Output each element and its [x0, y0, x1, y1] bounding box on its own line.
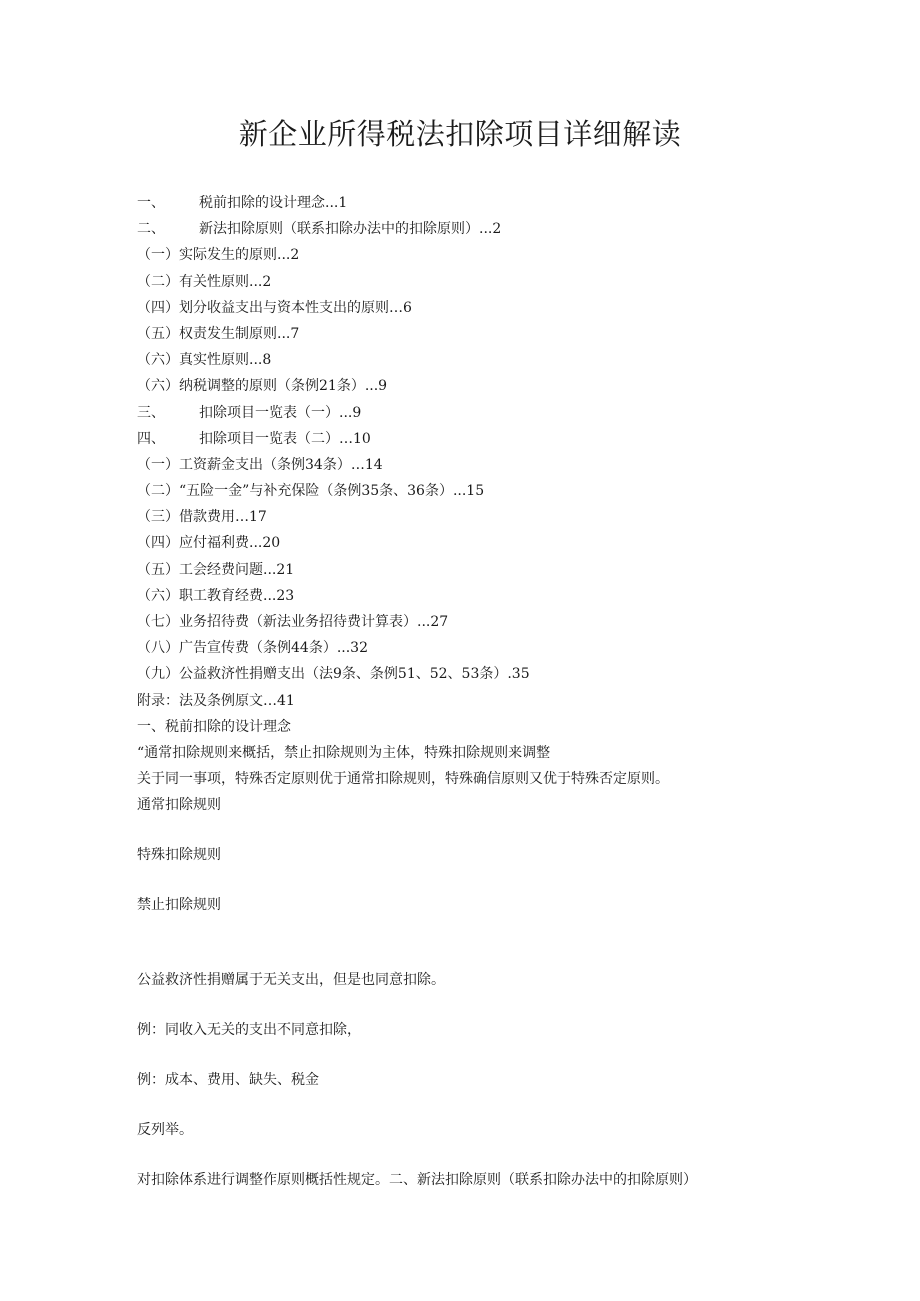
- toc-item: （六）职工教育经费...23: [137, 587, 295, 604]
- paragraph: 通常扣除规则: [137, 797, 221, 814]
- paragraph: 反列举。: [137, 1122, 193, 1139]
- toc-number: 四、: [137, 430, 165, 447]
- toc-item: （二）有关性原则...2: [137, 273, 272, 290]
- toc-item: （三）借款费用…17: [137, 509, 267, 526]
- toc-item: （六）纳税调整的原则（条例21条）...9: [137, 378, 388, 395]
- toc-item: （五）工会经费问题...21: [137, 561, 295, 578]
- toc-item: （四）应付福利费...20: [137, 535, 281, 552]
- toc-text: 税前扣除的设计理念...1: [199, 195, 348, 211]
- paragraph: 禁止扣除规则: [137, 897, 221, 914]
- toc-item: （四）划分收益支出与资本性支出的原则…6: [137, 299, 412, 316]
- toc-item: （八）广告宣传费（条例44条）...32: [137, 640, 368, 657]
- toc-item: （一）工资薪金支出（条例34条）…14: [137, 456, 383, 473]
- toc-item: （六）真实性原则...8: [137, 352, 272, 369]
- toc-item: [137, 400, 837, 426]
- paragraph: 公益救济性捐赠属于无关支出，但是也同意扣除。: [137, 972, 445, 989]
- toc-item: [137, 426, 837, 452]
- toc-text: 扣除项目一览表（二）…10: [199, 430, 371, 447]
- section-heading: 一、税前扣除的设计理念: [137, 718, 291, 735]
- toc-item: （一）实际发生的原则...2: [137, 247, 300, 264]
- toc-item: （七）业务招待费（新法业务招待费计算表）...27: [137, 614, 449, 630]
- toc-item: 附录：法及条例原文…41: [137, 692, 295, 709]
- page-title: 新企业所得税法扣除项目详细解读: [238, 117, 682, 151]
- paragraph: “通常扣除规则来概括，禁止扣除规则为主体，特殊扣除规则来调整: [137, 744, 551, 761]
- toc-number: 二、: [137, 221, 165, 238]
- toc-number: 三、: [137, 404, 165, 421]
- toc-text: 扣除项目一览表（一）...9: [199, 404, 362, 421]
- document-body: [137, 190, 837, 1194]
- toc-item: [137, 216, 837, 242]
- paragraph: 例：同收入无关的支出不同意扣除，: [137, 1022, 361, 1039]
- paragraph: 关于同一事项，特殊否定原则优于通常扣除规则，特殊确信原则又优于特殊否定原则。: [137, 771, 669, 788]
- toc-item: （五）权责发生制原则...7: [137, 325, 300, 342]
- toc-item: [137, 190, 837, 216]
- toc-item: （九）公益救济性捐赠支出（法9条、条例51、52、53条）.35: [137, 666, 530, 683]
- paragraph: 对扣除体系进行调整作原则概括性规定。二、新法扣除原则（联系扣除办法中的扣除原则）: [137, 1172, 697, 1189]
- toc-item: （二）“五险一金”与补充保险（条例35条、36条）...15: [137, 483, 485, 500]
- toc-number: 一、: [137, 195, 165, 211]
- paragraph: 特殊扣除规则: [137, 847, 221, 864]
- toc-text: 新法扣除原则（联系扣除办法中的扣除原则）...2: [199, 221, 502, 238]
- paragraph: 例：成本、费用、缺失、税金: [137, 1072, 319, 1089]
